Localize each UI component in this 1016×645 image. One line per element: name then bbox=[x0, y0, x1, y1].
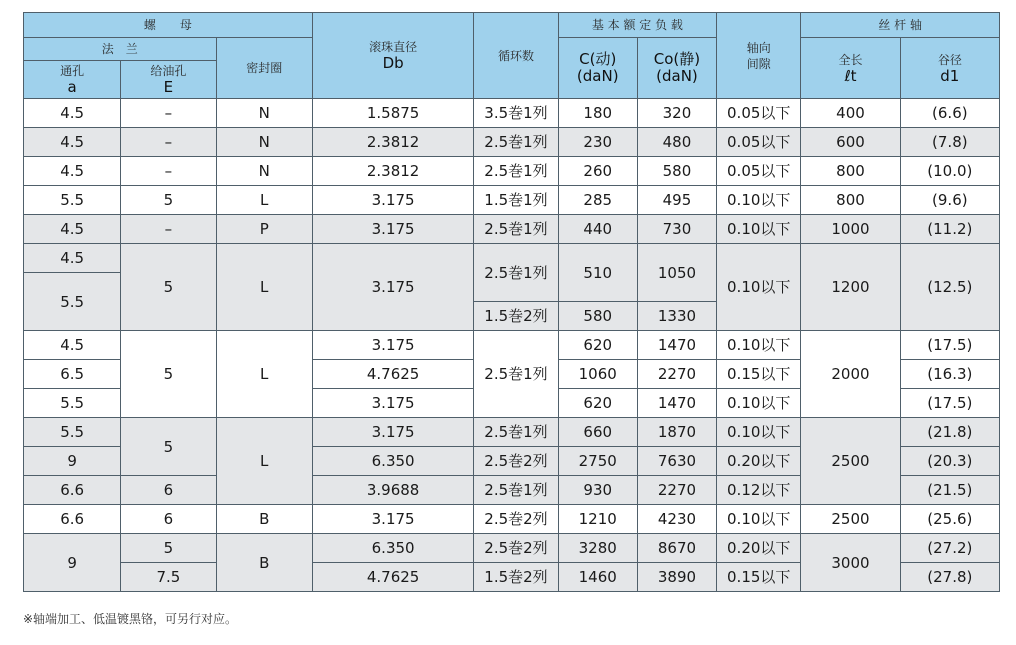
table-cell: 4.7625 bbox=[312, 563, 473, 592]
table-cell: 0.10以下 bbox=[717, 244, 801, 331]
table-cell: 1200 bbox=[801, 244, 900, 331]
table-cell: 1330 bbox=[637, 302, 716, 331]
table-cell: 480 bbox=[637, 128, 716, 157]
table-cell: 4230 bbox=[637, 505, 716, 534]
table-cell: 0.05以下 bbox=[717, 128, 801, 157]
header-c-stat: Co(静) (daN) bbox=[637, 38, 716, 99]
table-cell: (27.8) bbox=[900, 563, 999, 592]
table-cell: 5 bbox=[121, 534, 216, 563]
table-cell: 1050 bbox=[637, 244, 716, 302]
header-total-len: 全长 ℓt bbox=[801, 38, 900, 99]
table-cell: 4.5 bbox=[24, 128, 121, 157]
table-cell: 6.6 bbox=[24, 476, 121, 505]
table-row bbox=[24, 418, 1000, 447]
table-cell: 0.15以下 bbox=[717, 563, 801, 592]
table-cell: 3.175 bbox=[312, 505, 473, 534]
table-cell: 5 bbox=[121, 244, 216, 331]
table-cell: 0.10以下 bbox=[717, 215, 801, 244]
header-c-dyn: C(动) (daN) bbox=[558, 38, 637, 99]
table-cell: 580 bbox=[637, 157, 716, 186]
table-cell: 2.5巻1列 bbox=[474, 244, 558, 302]
table-cell: 495 bbox=[637, 186, 716, 215]
table-cell: 7.5 bbox=[121, 563, 216, 592]
table-cell: 285 bbox=[558, 186, 637, 215]
table-cell: 4.5 bbox=[24, 215, 121, 244]
table-cell: 440 bbox=[558, 215, 637, 244]
table-cell: 3890 bbox=[637, 563, 716, 592]
table-cell: 2.5巻1列 bbox=[474, 476, 558, 505]
table-cell: L bbox=[216, 244, 312, 331]
table-cell: 3.9688 bbox=[312, 476, 473, 505]
table-cell: 0.20以下 bbox=[717, 447, 801, 476]
table-cell: 2.5巻1列 bbox=[474, 331, 558, 418]
table-cell: 4.5 bbox=[24, 331, 121, 360]
table-cell: – bbox=[121, 128, 216, 157]
table-cell: 0.20以下 bbox=[717, 534, 801, 563]
footnote: ※轴端加工、低温镀黑铬，可另行对应。 bbox=[23, 612, 238, 626]
table-cell: 2270 bbox=[637, 476, 716, 505]
table-cell: (10.0) bbox=[900, 157, 999, 186]
table-cell: 2.3812 bbox=[312, 128, 473, 157]
table-cell: (16.3) bbox=[900, 360, 999, 389]
header-seal: 密封圈 bbox=[216, 38, 312, 99]
table-row bbox=[24, 505, 1000, 534]
header-flange: 法 兰 bbox=[24, 38, 217, 61]
table-cell: B bbox=[216, 534, 312, 592]
table-cell: 2.5巻2列 bbox=[474, 534, 558, 563]
table-cell: 1.5巻1列 bbox=[474, 186, 558, 215]
table-cell: 3.5巻1列 bbox=[474, 99, 558, 128]
table-cell: (25.6) bbox=[900, 505, 999, 534]
table-cell: – bbox=[121, 157, 216, 186]
table-cell: 4.5 bbox=[24, 157, 121, 186]
table-cell: 260 bbox=[558, 157, 637, 186]
table-cell: 5.5 bbox=[24, 389, 121, 418]
table-cell: 9 bbox=[24, 534, 121, 592]
table-cell: L bbox=[216, 331, 312, 418]
table-cell: 400 bbox=[801, 99, 900, 128]
table-row bbox=[24, 157, 1000, 186]
table-row bbox=[24, 331, 1000, 360]
table-cell: 0.05以下 bbox=[717, 99, 801, 128]
table-cell: 2270 bbox=[637, 360, 716, 389]
header-circuits: 循环数 bbox=[474, 13, 558, 99]
table-cell: 4.5 bbox=[24, 99, 121, 128]
table-cell: 8670 bbox=[637, 534, 716, 563]
header-ball-dia: 滚珠直径 Db bbox=[312, 13, 473, 99]
table-cell: 5.5 bbox=[24, 273, 121, 331]
table-cell: 4.7625 bbox=[312, 360, 473, 389]
header-axial-play: 轴向间隙 bbox=[717, 13, 801, 99]
table-cell: N bbox=[216, 157, 312, 186]
header-root-dia: 谷径 d1 bbox=[900, 38, 999, 99]
header-through-hole: 通孔 a bbox=[24, 61, 121, 99]
table-cell: 0.05以下 bbox=[717, 157, 801, 186]
table-cell: 3.175 bbox=[312, 215, 473, 244]
table-cell: 4.5 bbox=[24, 244, 121, 273]
table-cell: 2.5巻1列 bbox=[474, 128, 558, 157]
table-cell: 800 bbox=[801, 186, 900, 215]
table-cell: 5 bbox=[121, 331, 216, 418]
table-cell: (21.5) bbox=[900, 476, 999, 505]
table-cell: 6.6 bbox=[24, 505, 121, 534]
table-cell: 620 bbox=[558, 331, 637, 360]
table-cell: 1460 bbox=[558, 563, 637, 592]
header-oil-hole: 给油孔 E bbox=[121, 61, 216, 99]
table-cell: 2500 bbox=[801, 505, 900, 534]
table-cell: 1060 bbox=[558, 360, 637, 389]
table-cell: 1000 bbox=[801, 215, 900, 244]
table-cell: (11.2) bbox=[900, 215, 999, 244]
table-row bbox=[24, 534, 1000, 563]
table-cell: 2.5巻2列 bbox=[474, 447, 558, 476]
table-cell: 1.5875 bbox=[312, 99, 473, 128]
table-cell: 1210 bbox=[558, 505, 637, 534]
header-load-rating: 基 本 额 定 负 载 bbox=[558, 13, 716, 38]
header-screw-shaft: 丝 杆 轴 bbox=[801, 13, 1000, 38]
table-cell: 2000 bbox=[801, 331, 900, 418]
table-cell: 2.5巻2列 bbox=[474, 505, 558, 534]
table-cell: 7630 bbox=[637, 447, 716, 476]
table-cell: 0.10以下 bbox=[717, 186, 801, 215]
table-cell: – bbox=[121, 215, 216, 244]
table-cell: 6.350 bbox=[312, 534, 473, 563]
table-cell: (17.5) bbox=[900, 331, 999, 360]
table-cell: 5 bbox=[121, 418, 216, 476]
table-cell: 2.3812 bbox=[312, 157, 473, 186]
spec-table bbox=[23, 12, 1000, 592]
table-cell: 1.5巻2列 bbox=[474, 302, 558, 331]
table-cell: 180 bbox=[558, 99, 637, 128]
table-cell: 660 bbox=[558, 418, 637, 447]
header-nut: 螺 母 bbox=[24, 13, 313, 38]
table-cell: B bbox=[216, 505, 312, 534]
table-cell: 0.10以下 bbox=[717, 389, 801, 418]
table-cell: 2.5巻1列 bbox=[474, 215, 558, 244]
table-cell: 3.175 bbox=[312, 418, 473, 447]
table-cell: 0.15以下 bbox=[717, 360, 801, 389]
table-cell: (17.5) bbox=[900, 389, 999, 418]
table-cell: 320 bbox=[637, 99, 716, 128]
table-cell: 2500 bbox=[801, 418, 900, 505]
table-cell: 3.175 bbox=[312, 186, 473, 215]
table-cell: 2.5巻1列 bbox=[474, 157, 558, 186]
table-row bbox=[24, 99, 1000, 128]
table-cell: 510 bbox=[558, 244, 637, 302]
table-cell: 600 bbox=[801, 128, 900, 157]
table-cell: 3.175 bbox=[312, 244, 473, 331]
table-cell: 0.10以下 bbox=[717, 418, 801, 447]
table-row bbox=[24, 186, 1000, 215]
table-cell: 230 bbox=[558, 128, 637, 157]
table-row bbox=[24, 128, 1000, 157]
table-cell: 1470 bbox=[637, 389, 716, 418]
table-cell: (27.2) bbox=[900, 534, 999, 563]
table-cell: (6.6) bbox=[900, 99, 999, 128]
table-cell: 620 bbox=[558, 389, 637, 418]
table-cell: 6 bbox=[121, 476, 216, 505]
table-cell: (12.5) bbox=[900, 244, 999, 331]
table-cell: 6.5 bbox=[24, 360, 121, 389]
table-cell: 6.350 bbox=[312, 447, 473, 476]
table-cell: 0.12以下 bbox=[717, 476, 801, 505]
table-cell: L bbox=[216, 186, 312, 215]
table-cell: (20.3) bbox=[900, 447, 999, 476]
table-cell: 580 bbox=[558, 302, 637, 331]
table-cell: N bbox=[216, 99, 312, 128]
table-cell: 5.5 bbox=[24, 418, 121, 447]
table-cell: N bbox=[216, 128, 312, 157]
table-cell: 1470 bbox=[637, 331, 716, 360]
table-cell: 2750 bbox=[558, 447, 637, 476]
table-cell: 730 bbox=[637, 215, 716, 244]
table-cell: 5 bbox=[121, 186, 216, 215]
table-cell: (7.8) bbox=[900, 128, 999, 157]
table-cell: 3.175 bbox=[312, 389, 473, 418]
table-cell: 930 bbox=[558, 476, 637, 505]
table-cell: 800 bbox=[801, 157, 900, 186]
table-cell: 5.5 bbox=[24, 186, 121, 215]
table-cell: (9.6) bbox=[900, 186, 999, 215]
table-cell: 3000 bbox=[801, 534, 900, 592]
table-cell: 6 bbox=[121, 505, 216, 534]
table-cell: P bbox=[216, 215, 312, 244]
table-cell: 1.5巻2列 bbox=[474, 563, 558, 592]
table-cell: 0.10以下 bbox=[717, 505, 801, 534]
table-cell: 2.5巻1列 bbox=[474, 418, 558, 447]
table-cell: L bbox=[216, 418, 312, 505]
table-cell: 0.10以下 bbox=[717, 331, 801, 360]
table-cell: (21.8) bbox=[900, 418, 999, 447]
table-row bbox=[24, 244, 1000, 273]
table-row bbox=[24, 215, 1000, 244]
table-cell: 9 bbox=[24, 447, 121, 476]
table-cell: 1870 bbox=[637, 418, 716, 447]
table-cell: 3.175 bbox=[312, 331, 473, 360]
table-cell: – bbox=[121, 99, 216, 128]
table-cell: 3280 bbox=[558, 534, 637, 563]
